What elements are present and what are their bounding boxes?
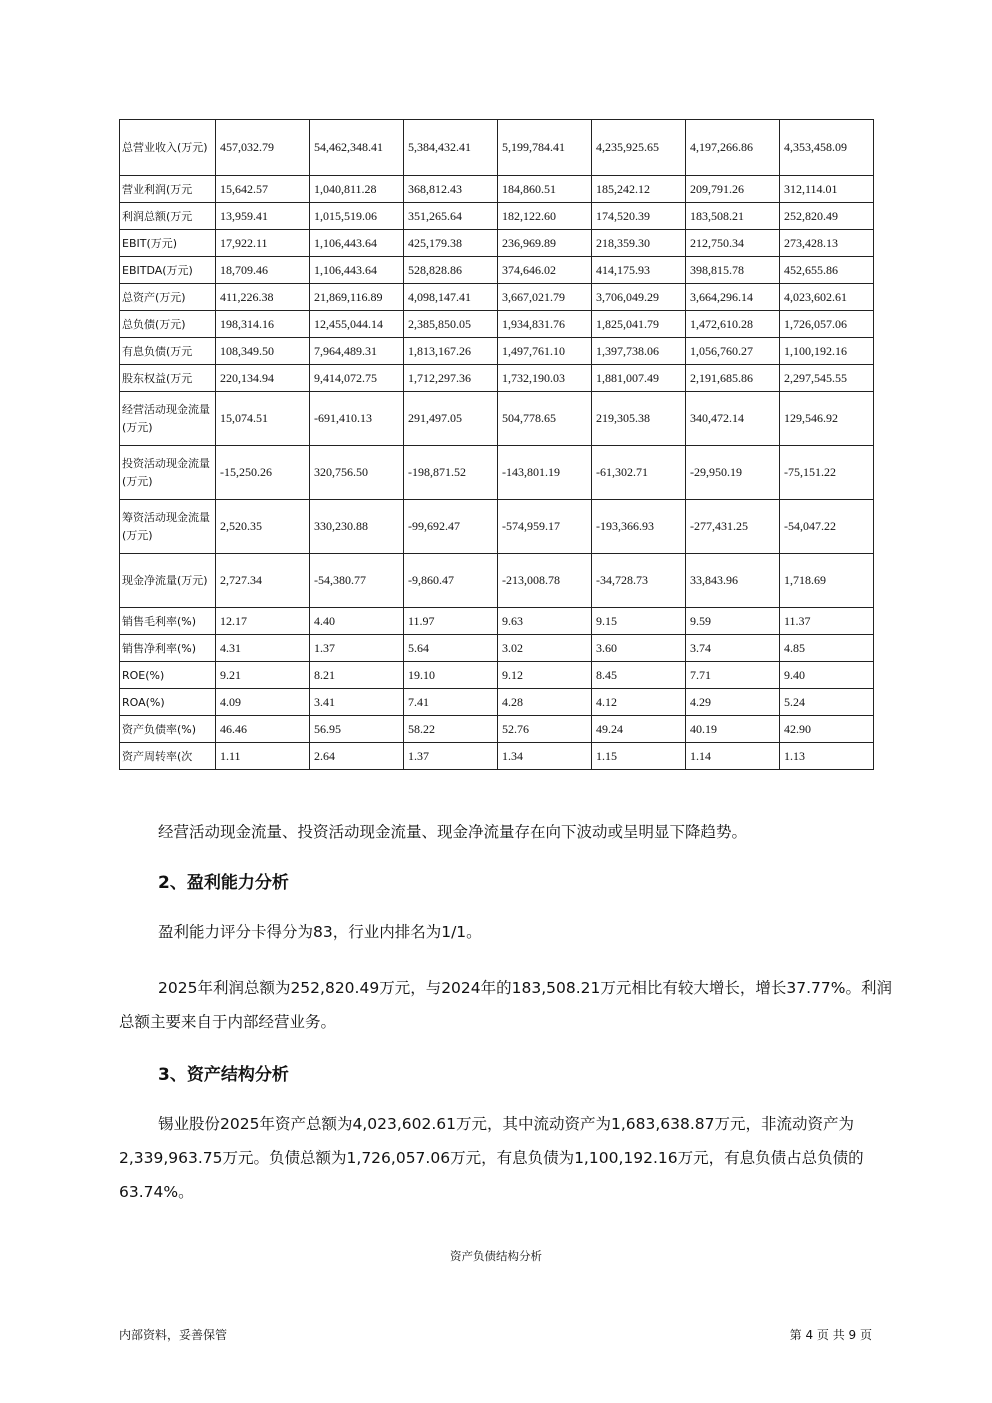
table-cell: 3,667,021.79 bbox=[498, 284, 592, 311]
table-cell: 340,472.14 bbox=[686, 392, 780, 446]
table-cell: 42.90 bbox=[780, 716, 874, 743]
table-cell: 1,106,443.64 bbox=[310, 257, 404, 284]
table-cell: 2,385,850.05 bbox=[404, 311, 498, 338]
table-cell: 8.21 bbox=[310, 662, 404, 689]
table-cell: -99,692.47 bbox=[404, 500, 498, 554]
table-cell: -9,860.47 bbox=[404, 554, 498, 608]
table-body bbox=[120, 120, 874, 770]
table-cell: 209,791.26 bbox=[686, 176, 780, 203]
table-cell: 368,812.43 bbox=[404, 176, 498, 203]
table-cell: 1,397,738.06 bbox=[592, 338, 686, 365]
table-cell: 9,414,072.75 bbox=[310, 365, 404, 392]
table-cell: -143,801.19 bbox=[498, 446, 592, 500]
table-cell: 9.21 bbox=[216, 662, 310, 689]
table-cell: 19.10 bbox=[404, 662, 498, 689]
table-cell: 3.41 bbox=[310, 689, 404, 716]
table-cell: 1.34 bbox=[498, 743, 592, 770]
row-label: 筹资活动现金流量(万元) bbox=[120, 500, 216, 554]
table-cell: -54,380.77 bbox=[310, 554, 404, 608]
footer-page-number: 第 4 页 共 9 页 bbox=[789, 1328, 872, 1342]
table-row bbox=[120, 338, 874, 365]
table-cell: 40.19 bbox=[686, 716, 780, 743]
table-cell: 1,040,811.28 bbox=[310, 176, 404, 203]
table-cell: 218,359.30 bbox=[592, 230, 686, 257]
table-cell: 291,497.05 bbox=[404, 392, 498, 446]
table-cell: -193,366.93 bbox=[592, 500, 686, 554]
table-cell: 9.12 bbox=[498, 662, 592, 689]
table-cell: 174,520.39 bbox=[592, 203, 686, 230]
table-row bbox=[120, 689, 874, 716]
heading-asset-structure: 3、资产结构分析 bbox=[158, 1065, 289, 1085]
table-cell: 5.64 bbox=[404, 635, 498, 662]
table-cell: 4.29 bbox=[686, 689, 780, 716]
table-cell: 56.95 bbox=[310, 716, 404, 743]
row-label: 投资活动现金流量(万元) bbox=[120, 446, 216, 500]
table-cell: 129,546.92 bbox=[780, 392, 874, 446]
table-row bbox=[120, 365, 874, 392]
table-cell: 1,718.69 bbox=[780, 554, 874, 608]
row-label: 现金净流量(万元) bbox=[120, 554, 216, 608]
table-cell: 15,074.51 bbox=[216, 392, 310, 446]
table-cell: 528,828.86 bbox=[404, 257, 498, 284]
table-cell: 54,462,348.41 bbox=[310, 120, 404, 176]
table-cell: 351,265.64 bbox=[404, 203, 498, 230]
table-cell: 504,778.65 bbox=[498, 392, 592, 446]
table-cell: 4,235,925.65 bbox=[592, 120, 686, 176]
table-row bbox=[120, 176, 874, 203]
table-cell: 182,122.60 bbox=[498, 203, 592, 230]
row-label: ROA(%) bbox=[120, 689, 216, 716]
table-cell: 21,869,116.89 bbox=[310, 284, 404, 311]
table-cell: 1,106,443.64 bbox=[310, 230, 404, 257]
table-cell: 11.97 bbox=[404, 608, 498, 635]
table-row bbox=[120, 392, 874, 446]
table-cell: 4.40 bbox=[310, 608, 404, 635]
table-cell: 9.63 bbox=[498, 608, 592, 635]
table-cell: 3.02 bbox=[498, 635, 592, 662]
table-cell: 3,664,296.14 bbox=[686, 284, 780, 311]
table-row bbox=[120, 230, 874, 257]
table-cell: 457,032.79 bbox=[216, 120, 310, 176]
table-cell: 4.31 bbox=[216, 635, 310, 662]
table-row bbox=[120, 554, 874, 608]
row-label: 总资产(万元) bbox=[120, 284, 216, 311]
row-label: 销售净利率(%) bbox=[120, 635, 216, 662]
table-cell: 219,305.38 bbox=[592, 392, 686, 446]
table-row bbox=[120, 203, 874, 230]
table-cell: 17,922.11 bbox=[216, 230, 310, 257]
table-cell: -277,431.25 bbox=[686, 500, 780, 554]
row-label: EBIT(万元) bbox=[120, 230, 216, 257]
table-cell: 5,384,432.41 bbox=[404, 120, 498, 176]
table-cell: 46.46 bbox=[216, 716, 310, 743]
table-cell: 33,843.96 bbox=[686, 554, 780, 608]
table-cell: 1,015,519.06 bbox=[310, 203, 404, 230]
table-cell: 15,642.57 bbox=[216, 176, 310, 203]
row-label: 经营活动现金流量(万元) bbox=[120, 392, 216, 446]
table-cell: 1,726,057.06 bbox=[780, 311, 874, 338]
table-cell: 4.85 bbox=[780, 635, 874, 662]
table-cell: 1.37 bbox=[310, 635, 404, 662]
table-cell: -54,047.22 bbox=[780, 500, 874, 554]
table-cell: 4,023,602.61 bbox=[780, 284, 874, 311]
table-cell: 1,100,192.16 bbox=[780, 338, 874, 365]
table-cell: 425,179.38 bbox=[404, 230, 498, 257]
table-cell: 7.71 bbox=[686, 662, 780, 689]
paragraph-asset-structure: 锡业股份2025年资产总额为4,023,602.61万元，其中流动资产为1,683,638.87万元，非流动资产为2,339,963.75万元。负债总额为1,726,057.06万元，有息负债为1,100,192.16万元，有息负债占总负债的63.74%。 bbox=[119, 1115, 864, 1201]
table-cell: -198,871.52 bbox=[404, 446, 498, 500]
table-cell: 1,732,190.03 bbox=[498, 365, 592, 392]
table-cell: 3.74 bbox=[686, 635, 780, 662]
table-cell: 220,134.94 bbox=[216, 365, 310, 392]
table-cell: 1,497,761.10 bbox=[498, 338, 592, 365]
table-cell: -34,728.73 bbox=[592, 554, 686, 608]
table-row bbox=[120, 635, 874, 662]
table-cell: 2,520.35 bbox=[216, 500, 310, 554]
table-cell: -574,959.17 bbox=[498, 500, 592, 554]
table-row bbox=[120, 284, 874, 311]
table-cell: 11.37 bbox=[780, 608, 874, 635]
paragraph-profit-score: 盈利能力评分卡得分为83，行业内排名为1/1。 bbox=[158, 923, 482, 941]
table-cell: 330,230.88 bbox=[310, 500, 404, 554]
table-cell: 3.60 bbox=[592, 635, 686, 662]
table-cell: 108,349.50 bbox=[216, 338, 310, 365]
table-cell: 411,226.38 bbox=[216, 284, 310, 311]
table-cell: -691,410.13 bbox=[310, 392, 404, 446]
table-cell: 2,191,685.86 bbox=[686, 365, 780, 392]
paragraph-cashflow-trend: 经营活动现金流量、投资活动现金流量、现金净流量存在向下波动或呈明显下降趋势。 bbox=[158, 823, 748, 841]
table-cell: 12.17 bbox=[216, 608, 310, 635]
figure-caption: 资产负债结构分析 bbox=[450, 1249, 542, 1263]
table-cell: 4,353,458.09 bbox=[780, 120, 874, 176]
table-cell: 212,750.34 bbox=[686, 230, 780, 257]
table-cell: -61,302.71 bbox=[592, 446, 686, 500]
table-cell: 183,508.21 bbox=[686, 203, 780, 230]
paragraph-profit-growth: 2025年利润总额为252,820.49万元，与2024年的183,508.21万元相比有较大增长，增长37.77%。利润总额主要来自于内部经营业务。 bbox=[119, 979, 892, 1031]
table-cell: 1.14 bbox=[686, 743, 780, 770]
table-cell: 374,646.02 bbox=[498, 257, 592, 284]
table-cell: 236,969.89 bbox=[498, 230, 592, 257]
table-cell: 49.24 bbox=[592, 716, 686, 743]
table-cell: 1,881,007.49 bbox=[592, 365, 686, 392]
table-row bbox=[120, 743, 874, 770]
table-cell: 9.59 bbox=[686, 608, 780, 635]
heading-profitability: 2、盈利能力分析 bbox=[158, 873, 289, 893]
table-row bbox=[120, 257, 874, 284]
table-cell: 4,098,147.41 bbox=[404, 284, 498, 311]
table-cell: 1.13 bbox=[780, 743, 874, 770]
table-cell: 13,959.41 bbox=[216, 203, 310, 230]
table-cell: 1,934,831.76 bbox=[498, 311, 592, 338]
table-cell: 5.24 bbox=[780, 689, 874, 716]
table-cell: 452,655.86 bbox=[780, 257, 874, 284]
table-cell: 1.37 bbox=[404, 743, 498, 770]
table-cell: 2,297,545.55 bbox=[780, 365, 874, 392]
row-label: 总营业收入(万元) bbox=[120, 120, 216, 176]
table-cell: 2,727.34 bbox=[216, 554, 310, 608]
table-cell: 198,314.16 bbox=[216, 311, 310, 338]
table-cell: 185,242.12 bbox=[592, 176, 686, 203]
table-cell: 1,472,610.28 bbox=[686, 311, 780, 338]
table-cell: 9.15 bbox=[592, 608, 686, 635]
row-label: 资产周转率(次 bbox=[120, 743, 216, 770]
table-cell: 312,114.01 bbox=[780, 176, 874, 203]
table-cell: 7,964,489.31 bbox=[310, 338, 404, 365]
row-label: 总负债(万元) bbox=[120, 311, 216, 338]
row-label: EBITDA(万元) bbox=[120, 257, 216, 284]
table-cell: 4,197,266.86 bbox=[686, 120, 780, 176]
table-cell: 58.22 bbox=[404, 716, 498, 743]
table-cell: 1,825,041.79 bbox=[592, 311, 686, 338]
table-row bbox=[120, 608, 874, 635]
table-row bbox=[120, 311, 874, 338]
row-label: 利润总额(万元 bbox=[120, 203, 216, 230]
table-cell: 5,199,784.41 bbox=[498, 120, 592, 176]
table-cell: 414,175.93 bbox=[592, 257, 686, 284]
table-row bbox=[120, 120, 874, 176]
footer-confidential-note: 内部资料，妥善保管 bbox=[119, 1328, 228, 1342]
table-row bbox=[120, 662, 874, 689]
table-row bbox=[120, 446, 874, 500]
table-cell: -75,151.22 bbox=[780, 446, 874, 500]
row-label: ROE(%) bbox=[120, 662, 216, 689]
table-row bbox=[120, 716, 874, 743]
table-cell: 1.11 bbox=[216, 743, 310, 770]
table-cell: -29,950.19 bbox=[686, 446, 780, 500]
table-cell: 1,813,167.26 bbox=[404, 338, 498, 365]
table-cell: 184,860.51 bbox=[498, 176, 592, 203]
table-cell: 252,820.49 bbox=[780, 203, 874, 230]
table-cell: 2.64 bbox=[310, 743, 404, 770]
row-label: 销售毛利率(%) bbox=[120, 608, 216, 635]
table-cell: 9.40 bbox=[780, 662, 874, 689]
financial-indicators-table bbox=[119, 119, 874, 770]
table-cell: 398,815.78 bbox=[686, 257, 780, 284]
table-cell: 1.15 bbox=[592, 743, 686, 770]
table-cell: -213,008.78 bbox=[498, 554, 592, 608]
table-cell: 320,756.50 bbox=[310, 446, 404, 500]
table-cell: 12,455,044.14 bbox=[310, 311, 404, 338]
row-label: 营业利润(万元 bbox=[120, 176, 216, 203]
table-cell: 1,056,760.27 bbox=[686, 338, 780, 365]
table-cell: 4.09 bbox=[216, 689, 310, 716]
row-label: 资产负债率(%) bbox=[120, 716, 216, 743]
table-cell: 7.41 bbox=[404, 689, 498, 716]
table-cell: 4.28 bbox=[498, 689, 592, 716]
row-label: 股东权益(万元 bbox=[120, 365, 216, 392]
table-row bbox=[120, 500, 874, 554]
table-cell: 18,709.46 bbox=[216, 257, 310, 284]
table-cell: 4.12 bbox=[592, 689, 686, 716]
table-cell: 273,428.13 bbox=[780, 230, 874, 257]
table-cell: 3,706,049.29 bbox=[592, 284, 686, 311]
table-cell: 52.76 bbox=[498, 716, 592, 743]
table-cell: -15,250.26 bbox=[216, 446, 310, 500]
table-cell: 8.45 bbox=[592, 662, 686, 689]
table-cell: 1,712,297.36 bbox=[404, 365, 498, 392]
row-label: 有息负债(万元 bbox=[120, 338, 216, 365]
